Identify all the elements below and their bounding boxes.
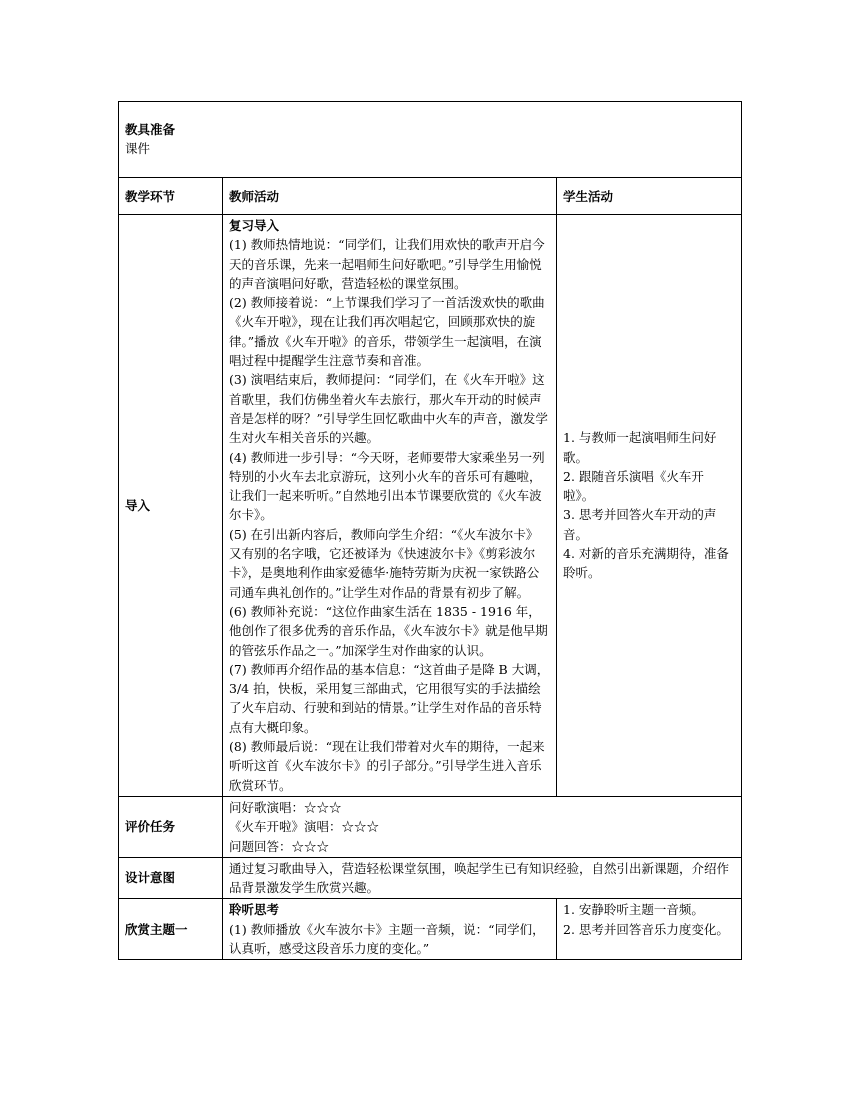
evaluation-line: 问题回答：☆☆☆ [229,838,330,854]
intro-paragraph: (3) 演唱结束后，教师提问：“同学们，在《火车开啦》这首歌里，我们仿佛坐着火车去旅行，那火车开动的时候声音是怎样的呀？”引导学生回忆歌曲中火车的声音，激发学生对火车相关音乐的兴趣。 [229,372,548,446]
prep-cell [119,102,742,178]
evaluation-stage: 评价任务 [119,796,223,857]
intro-heading: 复习导入 [229,218,280,233]
evaluation-line: 《火车开啦》演唱：☆☆☆ [229,819,380,835]
intro-paragraph: (4) 教师进一步引导：“今天呀，老师要带大家乘坐另一列特别的小火车去北京游玩，这列小火车的音乐可有趣啦，让我们一起来听听。”自然地引出本节课要欣赏的《火车波尔卡》。 [229,449,545,523]
header-row [119,178,742,215]
intro-student-item: 4. 对新的音乐充满期待，准备聆听。 [563,546,729,581]
header-student: 学生活动 [557,178,742,215]
intro-row [119,215,742,797]
intro-teacher-cell [223,215,557,797]
theme1-student-cell [557,899,742,960]
prep-title: 教具准备 [125,122,176,137]
design-text: 通过复习歌曲导入，营造轻松课堂氛围，唤起学生已有知识经验，自然引出新课题，介绍作品背景激发学生欣赏兴趣。 [229,860,730,896]
intro-paragraph: (7) 教师再介绍作品的基本信息：“这首曲子是降 B 大调，3/4 拍，快板，采用复三部曲式，它用很写实的手法描绘了火车启动、行驶和到站的情景。”让学生对作品的音乐特点有大概印象。 [229,661,550,735]
intro-student-item: 3. 思考并回答火车开动的声音。 [563,507,717,542]
theme1-heading: 聆听思考 [229,902,280,918]
design-stage: 设计意图 [119,857,223,899]
intro-paragraph: (5) 在引出新内容后，教师向学生介绍：“《火车波尔卡》又有别的名字哦，它还被译为《快速波尔卡》《剪彩波尔卡》，是奥地利作曲家爱德华·施特劳斯为庆祝一家铁路公司通车典礼创作的。”让学生对作品的背景有初步了解。 [229,526,540,600]
header-stage: 教学环节 [119,178,223,215]
intro-student-cell [557,215,742,797]
theme1-paragraph: (1) 教师播放《火车波尔卡》主题一音频，说：“同学们，认真听，感受这段音乐力度的变化。” [229,921,545,956]
theme1-stage: 欣赏主题一 [119,899,223,960]
intro-paragraph: (2) 教师接着说：“上节课我们学习了一首活泼欢快的歌曲《火车开啦》，现在让我们再次唱起它，回顾那欢快的旋律。”播放《火车开啦》的音乐，带领学生一起演唱，在演唱过程中提醒学生注意节奏和音准。 [229,295,545,369]
lesson-plan-table [118,101,742,960]
intro-student-item: 2. 跟随音乐演唱《火车开啦》。 [563,468,704,504]
intro-paragraph: (6) 教师补充说：“这位作曲家生活在 1835 - 1916 年，他创作了很多优秀的音乐作品，《火车波尔卡》就是他早期的管弦乐作品之一。”加深学生对作曲家的认识。 [229,603,548,658]
prep-row [119,102,742,178]
evaluation-row [119,796,742,857]
intro-stage: 导入 [119,215,223,797]
evaluation-cell [223,796,742,857]
theme1-row [119,899,742,960]
design-cell [223,857,742,899]
header-teacher: 教师活动 [223,178,557,215]
intro-paragraph: (8) 教师最后说：“现在让我们带着对火车的期待，一起来听听这首《火车波尔卡》的引子部分。”引导学生进入音乐欣赏环节。 [229,739,545,793]
intro-student-item: 1. 与教师一起演唱师生问好歌。 [563,430,717,465]
intro-paragraph: (1) 教师热情地说：“同学们，让我们用欢快的歌声开启今天的音乐课，先来一起唱师生问好歌吧。”引导学生用愉悦的声音演唱问好歌，营造轻松的课堂氛围。 [229,237,545,291]
design-row [119,857,742,899]
theme1-student-item: 1. 安静聆听主题一音频。 [563,902,704,918]
theme1-student-item: 2. 思考并回答音乐力度变化。 [563,921,729,937]
evaluation-line: 问好歌演唱：☆☆☆ [229,799,342,815]
theme1-teacher-cell [223,899,557,960]
prep-content: 课件 [125,141,151,157]
